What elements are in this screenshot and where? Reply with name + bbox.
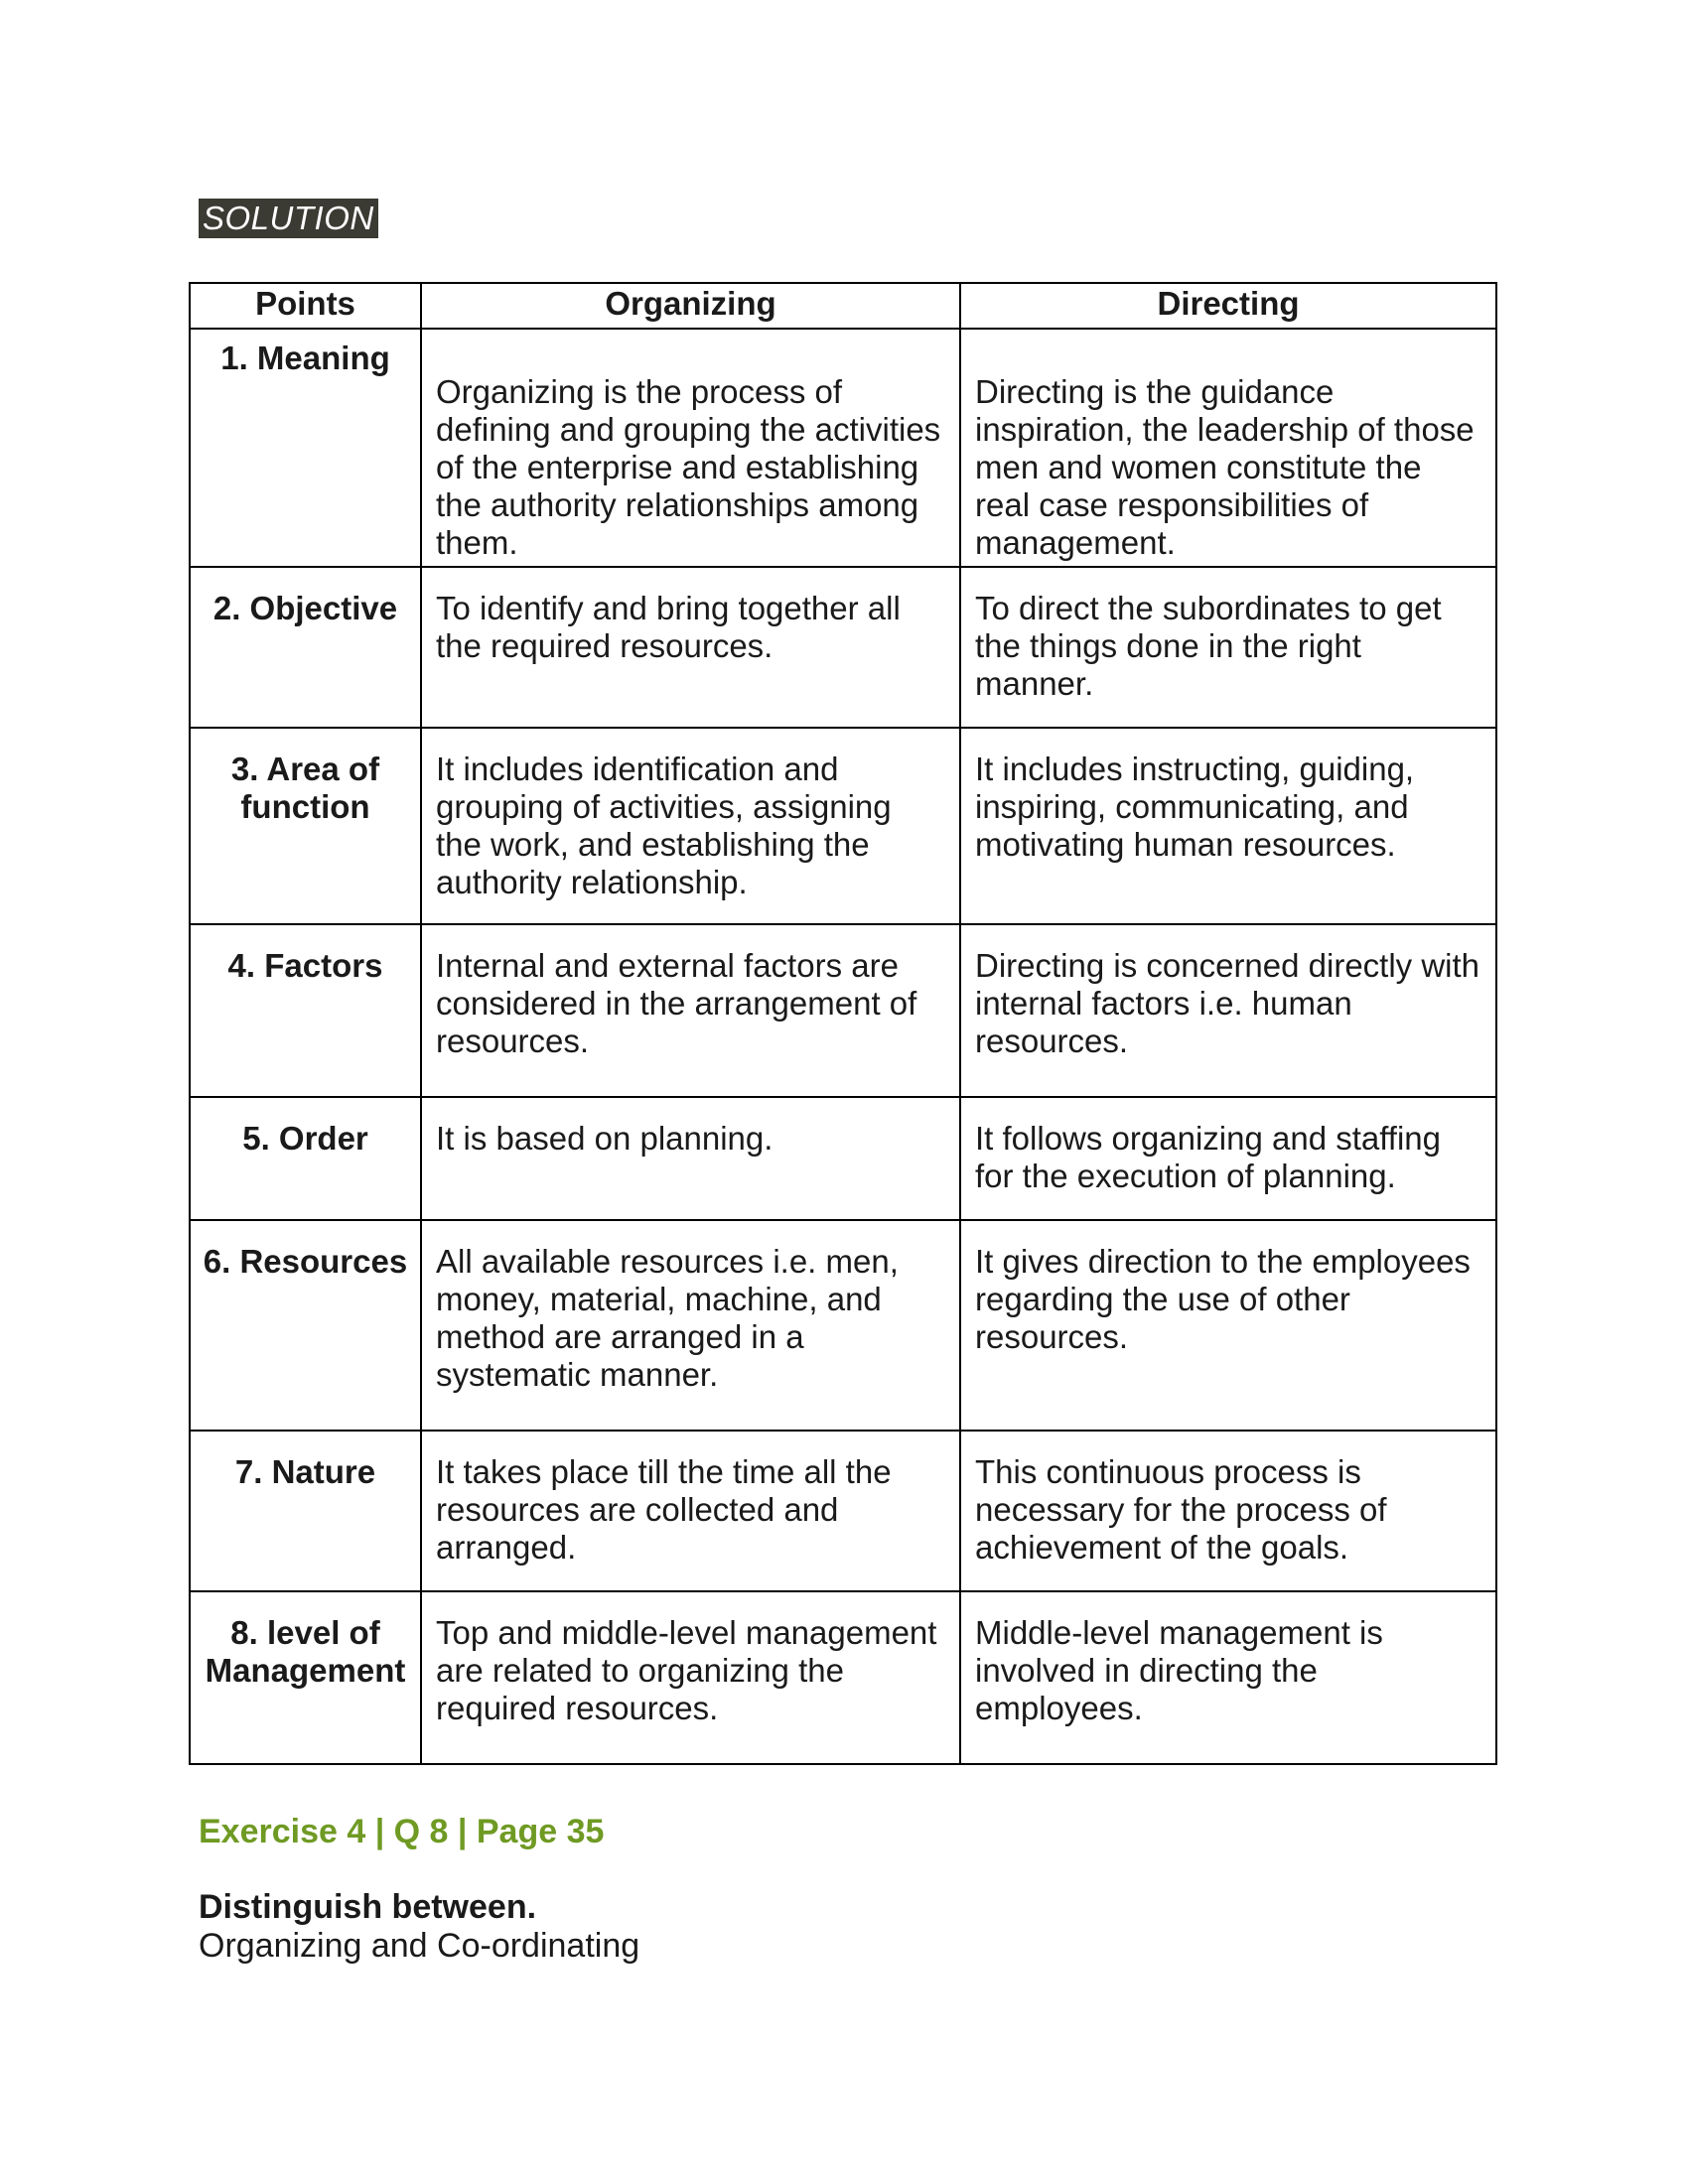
question-subtitle: Organizing and Co-ordinating xyxy=(199,1927,640,1965)
point-cell: 4. Factors xyxy=(190,924,421,1097)
directing-cell: It includes instructing, guiding, inspiring, communicating, and motivating human resources. xyxy=(960,728,1496,924)
header-directing: Directing xyxy=(960,283,1496,329)
point-cell: 5. Order xyxy=(190,1097,421,1220)
header-points: Points xyxy=(190,283,421,329)
table-row xyxy=(190,728,1496,924)
table-row xyxy=(190,1097,1496,1220)
table-row xyxy=(190,924,1496,1097)
table-header-row xyxy=(190,283,1496,329)
comparison-table xyxy=(189,282,1497,1765)
solution-label: SOLUTION xyxy=(199,199,378,238)
organizing-cell: It includes identification and grouping of activities, assigning the work, and establishing the authority relationship. xyxy=(421,728,960,924)
directing-cell: It follows organizing and staffing for the execution of planning. xyxy=(960,1097,1496,1220)
header-organizing: Organizing xyxy=(421,283,960,329)
question-heading: Distinguish between. xyxy=(199,1888,537,1926)
point-cell: 2. Objective xyxy=(190,567,421,728)
organizing-cell: It is based on planning. xyxy=(421,1097,960,1220)
organizing-cell: Internal and external factors are considered in the arrangement of resources. xyxy=(421,924,960,1097)
organizing-cell: It takes place till the time all the resources are collected and arranged. xyxy=(421,1431,960,1591)
table-row xyxy=(190,329,1496,567)
exercise-reference: Exercise 4 | Q 8 | Page 35 xyxy=(199,1813,605,1850)
table-row xyxy=(190,1220,1496,1431)
directing-cell: Middle-level management is involved in directing the employees. xyxy=(960,1591,1496,1764)
directing-cell: Directing is the guidance inspiration, the leadership of those men and women constitute the real case responsibilities of management. xyxy=(960,329,1496,567)
point-cell: 3. Area of function xyxy=(190,728,421,924)
point-cell: 7. Nature xyxy=(190,1431,421,1591)
directing-cell: To direct the subordinates to get the things done in the right manner. xyxy=(960,567,1496,728)
organizing-cell: To identify and bring together all the required resources. xyxy=(421,567,960,728)
table-row xyxy=(190,1591,1496,1764)
point-cell: 1. Meaning xyxy=(190,329,421,567)
table-row xyxy=(190,567,1496,728)
directing-cell: This continuous process is necessary for the process of achievement of the goals. xyxy=(960,1431,1496,1591)
point-cell: 6. Resources xyxy=(190,1220,421,1431)
organizing-cell: Top and middle-level management are related to organizing the required resources. xyxy=(421,1591,960,1764)
organizing-cell: All available resources i.e. men, money, material, machine, and method are arranged in a systematic manner. xyxy=(421,1220,960,1431)
directing-cell: It gives direction to the employees regarding the use of other resources. xyxy=(960,1220,1496,1431)
point-cell: 8. level of Management xyxy=(190,1591,421,1764)
table-row xyxy=(190,1431,1496,1591)
directing-cell: Directing is concerned directly with internal factors i.e. human resources. xyxy=(960,924,1496,1097)
organizing-cell: Organizing is the process of defining and grouping the activities of the enterprise and establishing the authority relationships among them. xyxy=(421,329,960,567)
